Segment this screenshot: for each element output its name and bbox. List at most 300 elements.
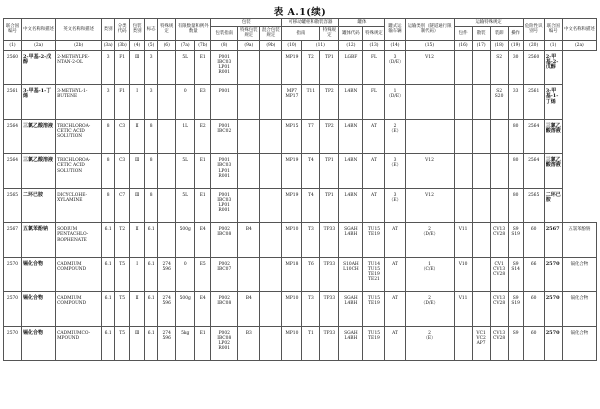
cell-packing-group: Ⅲ (130, 50, 145, 85)
cell-transport-category: 1 （C/E） (405, 257, 454, 292)
cell-labels: 8 (145, 154, 158, 189)
cell-packing-group: Ⅱ (130, 292, 145, 327)
cell-name-cn: 镉化合物 (22, 326, 56, 361)
cell-packing-instr: P001 (211, 85, 238, 120)
header-mixed-packing: 混合包装规定 (260, 27, 282, 40)
cell-ts-loading (490, 188, 508, 223)
cell-ts-loading: S2 (490, 50, 508, 85)
cell-transport-category: 2 （D/E） (405, 223, 454, 258)
header-limited-excepted: 有限数量和例外数量 (176, 19, 211, 41)
cell-name-en: SODIUM PENTACHLO-ROPHENATE (56, 223, 102, 258)
cell-name-cn-repeat: 镉化合物 (562, 257, 596, 292)
cell-pt-instr: MP10 (282, 292, 302, 327)
cell-pt-instr: MP19 (282, 154, 302, 189)
cell-ts-loading: CV13 CV28 (490, 292, 508, 327)
cell-mixed-packing (260, 154, 282, 189)
cell-pt-special: TP33 (320, 257, 339, 292)
cell-tank-code: S10AH L10CH (339, 257, 363, 292)
cell-packing-group: Ⅰ (130, 85, 145, 120)
cell-labels: 3 (145, 50, 158, 85)
cell-ts-packages: V11 (454, 223, 472, 258)
cell-limited-qty: 0 (176, 257, 195, 292)
cell-pt-special-a: T4 (302, 154, 320, 189)
column-number: (1) (4, 40, 22, 50)
cell-mixed-packing (260, 85, 282, 120)
cell-name-en: TRICHLOROA-CETIC ACID SOLUTION (56, 154, 102, 189)
cell-pt-instr: MP19 (282, 188, 302, 223)
cell-ts-operation: S9 S19 (508, 223, 523, 258)
cell-special-provisions: 274 596 (158, 257, 176, 292)
cell-special-packing: B4 (238, 292, 260, 327)
cell-vehicle: 3 （E） (385, 188, 405, 223)
cell-hazard-id: 2564 (523, 154, 544, 189)
cell-limited-qty: 500g (176, 292, 195, 327)
cell-un-no-repeat: 2567 (544, 223, 562, 258)
cell-pt-special-a: T7 (302, 119, 320, 154)
cell-name-en: DICYCLOHE-XYLAMINE (56, 188, 102, 223)
cell-pt-special: TP2 (320, 85, 339, 120)
cell-packing-group: Ⅱ (130, 223, 145, 258)
cell-vehicle: AT (385, 326, 405, 361)
cell-mixed-packing (260, 188, 282, 223)
header-ts-operation: 操作 (508, 27, 523, 40)
column-number: (17) (472, 40, 490, 50)
cell-labels: 6.1 (145, 326, 158, 361)
column-number: (13) (363, 40, 385, 50)
cell-ts-operation: S9 S14 (508, 257, 523, 292)
cell-special-packing: B4 (238, 223, 260, 258)
cell-mixed-packing (260, 292, 282, 327)
cell-tank-code: L4BN (339, 188, 363, 223)
cell-ts-operation: S9 (508, 326, 523, 361)
column-number-row (4, 40, 597, 50)
header-pt-special: 特殊规定 (320, 27, 339, 40)
cell-name-cn: 2-甲基-2-戊醇 (22, 50, 56, 85)
cell-un-no-repeat: 2570 (544, 292, 562, 327)
header-ts-loading: 装卸 (490, 27, 508, 40)
cell-labels: 6.1 (145, 257, 158, 292)
header-class: 类别 (102, 19, 115, 41)
cell-un-no-repeat: 二环已胺 (544, 188, 562, 223)
cell-ts-operation: 80 (508, 119, 523, 154)
cell-class-code: T5 (115, 257, 130, 292)
cell-pt-instr: MP7 MP17 (282, 85, 302, 120)
table-row (4, 85, 597, 120)
cell-name-en: CADMIUM COMPOUND (56, 292, 102, 327)
cell-pt-instr: MP10 (282, 223, 302, 258)
cell-name-cn: 3-甲基-1-丁烯 (22, 85, 56, 120)
cell-un-no-repeat: 三氯乙酸溶液 (544, 119, 562, 154)
cell-un-no: 2567 (4, 223, 22, 258)
cell-mixed-packing (260, 223, 282, 258)
cell-packing-instr: P002 IBC08 (211, 292, 238, 327)
column-number: (19) (508, 40, 523, 50)
cell-name-cn-repeat: 五氯苯酚钠 (562, 223, 596, 258)
cell-pt-special: TP1 (320, 50, 339, 85)
cell-tank-code: SGAH L4BH (339, 292, 363, 327)
cell-labels: 8 (145, 188, 158, 223)
cell-packing-instr: P002 IBC08 LP02 R001 (211, 326, 238, 361)
header-vehicle: 罐式运输车辆 (385, 19, 405, 41)
cell-un-no: 2570 (4, 326, 22, 361)
cell-ts-bulk: VC1 VC2 AP7 (472, 326, 490, 361)
cell-packing-instr: P001 IBC03 LP01 R001 (211, 154, 238, 189)
cell-ts-loading: CV13 CV28 (490, 223, 508, 258)
column-number: (7a) (176, 40, 195, 50)
cell-special-packing (238, 188, 260, 223)
column-number: (2a) (562, 40, 596, 50)
cell-un-no: 2560 (4, 50, 22, 85)
cell-class: 6.1 (102, 326, 115, 361)
cell-tank-code: L4BN (339, 154, 363, 189)
cell-ts-bulk (472, 257, 490, 292)
header-tank: 罐体 (339, 19, 385, 27)
table-row (4, 257, 597, 292)
cell-excepted-qty: E5 (195, 257, 211, 292)
cell-ts-loading (490, 119, 508, 154)
cell-ts-operation: 30 (508, 50, 523, 85)
cell-hazard-id: 2564 (523, 119, 544, 154)
table-body (4, 50, 597, 361)
cell-pt-special: TP33 (320, 326, 339, 361)
cell-special-provisions (158, 85, 176, 120)
header-packing-instr: 包装指南 (211, 27, 238, 40)
cell-mixed-packing (260, 119, 282, 154)
cell-pt-special-a: T3 (302, 223, 320, 258)
cell-pt-special: TP33 (320, 223, 339, 258)
header-name-cn-repeat: 中文名称和描述 (562, 19, 596, 41)
cell-tank-special: TU15 TE19 (363, 292, 385, 327)
cell-class-code: T2 (115, 223, 130, 258)
header-tank-code: 罐体代码 (339, 27, 363, 40)
cell-vehicle: 3 （D/E） (385, 50, 405, 85)
cell-hazard-id: 2565 (523, 188, 544, 223)
cell-tank-special: AT (363, 154, 385, 189)
cell-class: 6.1 (102, 223, 115, 258)
cell-class-code: C7 (115, 188, 130, 223)
cell-class-code: F1 (115, 85, 130, 120)
cell-name-cn: 三氯乙酸溶液 (22, 119, 56, 154)
cell-ts-operation: S9 S19 (508, 292, 523, 327)
table-row (4, 119, 597, 154)
cell-name-en: 3-METHYL-1-BUTENE (56, 85, 102, 120)
cell-name-en: 2-METHYLPE-NTAN-2-OL (56, 50, 102, 85)
table-row (4, 292, 597, 327)
cell-ts-loading: CV13 CV28 (490, 326, 508, 361)
cell-ts-bulk (472, 119, 490, 154)
cell-ts-packages (454, 188, 472, 223)
cell-limited-qty: 0 (176, 85, 195, 120)
cell-tank-special: AT (363, 188, 385, 223)
cell-packing-instr: P002 IBC08 (211, 223, 238, 258)
column-number: (15) (405, 40, 454, 50)
cell-packing-group: Ⅲ (130, 154, 145, 189)
cell-transport-category (405, 119, 454, 154)
cell-vehicle: 1 （D/E） (385, 85, 405, 120)
cell-pt-special: TP1 (320, 154, 339, 189)
cell-special-packing (238, 257, 260, 292)
column-number: (20) (523, 40, 544, 50)
cell-name-cn-repeat: 镉化合物 (562, 326, 596, 361)
cell-name-cn: 二环已胺 (22, 188, 56, 223)
cell-pt-instr: MP18 (282, 257, 302, 292)
cell-excepted-qty: E1 (195, 50, 211, 85)
header-special-packing: 特殊包装规定 (238, 27, 260, 40)
cell-class: 6.1 (102, 257, 115, 292)
cell-special-packing (238, 119, 260, 154)
cell-packing-instr: P002 IBC07 (211, 257, 238, 292)
cell-tank-special: FL (363, 85, 385, 120)
cell-name-cn: 五氯苯酚钠 (22, 223, 56, 258)
cell-ts-bulk (472, 223, 490, 258)
cell-un-no-repeat: 三氯乙酸溶液 (544, 154, 562, 189)
header-tank-special: 特殊规定 (363, 27, 385, 40)
cell-name-cn: 镉化合物 (22, 257, 56, 292)
cell-ts-packages (454, 85, 472, 120)
cell-special-provisions (158, 154, 176, 189)
cell-limited-qty: 500g (176, 223, 195, 258)
table-row (4, 188, 597, 223)
cell-hazard-id: 2560 (523, 50, 544, 85)
cell-transport-category (405, 85, 454, 120)
cell-pt-special: TP1 (320, 188, 339, 223)
header-portable-tanks: 可移动罐柜和散装容器 (282, 19, 339, 27)
cell-ts-loading (490, 154, 508, 189)
cell-ts-bulk (472, 188, 490, 223)
column-number: (16) (454, 40, 472, 50)
column-number: (10) (282, 40, 302, 50)
cell-packing-group: Ⅱ (130, 119, 145, 154)
column-number: (8) (211, 40, 238, 50)
cell-vehicle: AT (385, 223, 405, 258)
column-number: (18) (490, 40, 508, 50)
cell-tank-special: TU15 TE19 (363, 223, 385, 258)
cell-labels: 6.1 (145, 223, 158, 258)
cell-hazard-id: 60 (523, 223, 544, 258)
cell-class: 8 (102, 119, 115, 154)
cell-vehicle: 3 （E） (385, 154, 405, 189)
cell-tank-special: AT (363, 119, 385, 154)
column-number: (2b) (56, 40, 102, 50)
cell-pt-special-a: T4 (302, 188, 320, 223)
cell-special-provisions (158, 223, 176, 258)
header-class-code: 分类代码 (115, 19, 130, 41)
cell-labels: 3 (145, 85, 158, 120)
cell-labels: 6.1 (145, 292, 158, 327)
cell-pt-instr: MP10 (282, 326, 302, 361)
cell-special-provisions: 274 596 (158, 326, 176, 361)
cell-un-no-repeat: 2570 (544, 257, 562, 292)
table-row (4, 154, 597, 189)
table-row (4, 326, 597, 361)
header-labels: 标志 (145, 19, 158, 41)
cell-hazard-id: 66 (523, 257, 544, 292)
cell-special-provisions: 274 596 (158, 292, 176, 327)
column-number: (7b) (195, 40, 211, 50)
column-number: (4) (130, 40, 145, 50)
cell-ts-packages (454, 326, 472, 361)
cell-ts-packages: V10 (454, 257, 472, 292)
header-un-no: 联合国编号 (4, 19, 22, 41)
cell-pt-special-a: T1 (302, 326, 320, 361)
cell-un-no: 2565 (4, 188, 22, 223)
cell-excepted-qty: E3 (195, 85, 211, 120)
cell-ts-packages (454, 119, 472, 154)
cell-vehicle: 2 （E） (385, 119, 405, 154)
cell-un-no: 2564 (4, 119, 22, 154)
column-number: (3a) (102, 40, 115, 50)
header-packing-group: 包装类别 (130, 19, 145, 41)
cell-pt-instr: MP19 (282, 50, 302, 85)
cell-limited-qty: 5kg (176, 326, 195, 361)
cell-tank-special: TU14 TU15 TE19 TE21 (363, 257, 385, 292)
cell-packing-instr: P001 IBC03 LP01 R001 (211, 188, 238, 223)
cell-ts-bulk (472, 292, 490, 327)
cell-special-provisions (158, 119, 176, 154)
cell-limited-qty: 1L (176, 119, 195, 154)
cell-name-cn: 镉化合物 (22, 292, 56, 327)
cell-name-en: CADMIUM COMPOUND (56, 257, 102, 292)
cell-tank-code: L4BN (339, 85, 363, 120)
cell-packing-group: Ⅲ (130, 326, 145, 361)
header-ts-packages: 包件 (454, 27, 472, 40)
cell-tank-code: LGBF (339, 50, 363, 85)
cell-ts-bulk (472, 50, 490, 85)
header-hazard-id: 危险性识别号 (523, 19, 544, 41)
cell-ts-operation: 80 (508, 188, 523, 223)
header-transport-category: 运输类别（隧道通行限制代码） (405, 19, 454, 41)
cell-excepted-qty: E2 (195, 119, 211, 154)
cell-tank-special: TU15 TE19 (363, 326, 385, 361)
cell-packing-group: Ⅲ (130, 188, 145, 223)
cell-ts-bulk (472, 154, 490, 189)
column-number: (12) (339, 40, 363, 50)
table-row (4, 223, 597, 258)
cell-tank-code: SGAH L4BH (339, 326, 363, 361)
cell-class-code: F1 (115, 50, 130, 85)
cell-pt-instr: MP15 (282, 119, 302, 154)
column-number: (11) (302, 40, 339, 50)
header-ts-bulk: 散装 (472, 27, 490, 40)
cell-special-provisions (158, 50, 176, 85)
cell-un-no: 2561 (4, 85, 22, 120)
cell-pt-special: TP33 (320, 292, 339, 327)
cell-pt-special-a: T6 (302, 257, 320, 292)
cell-un-no-repeat: 2570 (544, 326, 562, 361)
cell-ts-packages: V11 (454, 292, 472, 327)
table-row (4, 50, 597, 85)
cell-un-no: 2570 (4, 292, 22, 327)
cell-un-no: 2570 (4, 257, 22, 292)
column-number: (14) (385, 40, 405, 50)
cell-excepted-qty: E1 (195, 188, 211, 223)
column-number: (5) (145, 40, 158, 50)
column-number: (9a) (238, 40, 260, 50)
cell-excepted-qty: E4 (195, 223, 211, 258)
table-title: 表 A.1(续) (273, 7, 327, 18)
cell-class-code: C3 (115, 154, 130, 189)
cell-special-provisions (158, 188, 176, 223)
cell-vehicle: AT (385, 257, 405, 292)
cell-mixed-packing (260, 257, 282, 292)
header-pt-instr: 指南 (282, 27, 320, 40)
cell-class: 8 (102, 188, 115, 223)
cell-name-cn: 三氯乙酸溶液 (22, 154, 56, 189)
cell-vehicle: AT (385, 292, 405, 327)
header-name-en: 英文名称和描述 (56, 19, 102, 41)
cell-tank-special: FL (363, 50, 385, 85)
cell-limited-qty: 5L (176, 154, 195, 189)
cell-transport-category: V12 (405, 50, 454, 85)
cell-class: 3 (102, 85, 115, 120)
cell-special-packing (238, 85, 260, 120)
cell-ts-loading: S2 S20 (490, 85, 508, 120)
cell-pt-special: TP2 (320, 119, 339, 154)
header-name-cn: 中文名称和描述 (22, 19, 56, 41)
cell-class-code: C3 (115, 119, 130, 154)
cell-un-no-repeat: 2-甲基-2-戊醇 (544, 50, 562, 85)
dangerous-goods-table (3, 18, 597, 361)
cell-pt-special-a: T11 (302, 85, 320, 120)
cell-class-code: T5 (115, 326, 130, 361)
cell-un-no-repeat: 3-甲基-1-丁烯 (544, 85, 562, 120)
column-number: (6) (158, 40, 176, 50)
cell-transport-category: V12 (405, 188, 454, 223)
cell-hazard-id: 60 (523, 326, 544, 361)
cell-special-packing (238, 50, 260, 85)
cell-ts-loading: CV1 CV13 CV28 (490, 257, 508, 292)
header-transport-special: 运输特殊规定 (454, 19, 523, 27)
cell-class-code: T5 (115, 292, 130, 327)
cell-excepted-qty: E1 (195, 154, 211, 189)
column-number: (1) (544, 40, 562, 50)
cell-transport-category: V12 (405, 154, 454, 189)
column-number: (9b) (260, 40, 282, 50)
cell-labels: 8 (145, 119, 158, 154)
cell-class: 8 (102, 154, 115, 189)
cell-special-packing (238, 154, 260, 189)
cell-excepted-qty: E1 (195, 326, 211, 361)
cell-class: 3 (102, 50, 115, 85)
cell-limited-qty: 5L (176, 188, 195, 223)
cell-name-cn-repeat: 镉化合物 (562, 292, 596, 327)
cell-mixed-packing (260, 326, 282, 361)
cell-ts-packages (454, 50, 472, 85)
cell-name-en: TRICHLOROA-CETIC ACID SOLUTION (56, 119, 102, 154)
cell-excepted-qty: E4 (195, 292, 211, 327)
cell-ts-packages (454, 154, 472, 189)
cell-special-packing: B3 (238, 326, 260, 361)
cell-class: 6.1 (102, 292, 115, 327)
cell-ts-operation: 33 (508, 85, 523, 120)
cell-hazard-id: 2561 (523, 85, 544, 120)
cell-ts-bulk (472, 85, 490, 120)
cell-packing-instr: P001 IBC03 LP01 R001 (211, 50, 238, 85)
cell-mixed-packing (260, 50, 282, 85)
cell-name-en: CADMIUMCO-MPOUND (56, 326, 102, 361)
cell-transport-category: 2 （E） (405, 326, 454, 361)
cell-tank-code: SGAH L4BH (339, 223, 363, 258)
cell-ts-operation: 80 (508, 154, 523, 189)
cell-tank-code: L4BN (339, 119, 363, 154)
cell-hazard-id: 60 (523, 292, 544, 327)
cell-packing-instr: P001 IBC02 (211, 119, 238, 154)
header-un-no-repeat: 联合国编号 (544, 19, 562, 41)
header-packaging: 包装 (211, 19, 282, 27)
cell-pt-special-a: T3 (302, 292, 320, 327)
header-row-1 (4, 19, 597, 27)
cell-transport-category: 2 （D/E） (405, 292, 454, 327)
